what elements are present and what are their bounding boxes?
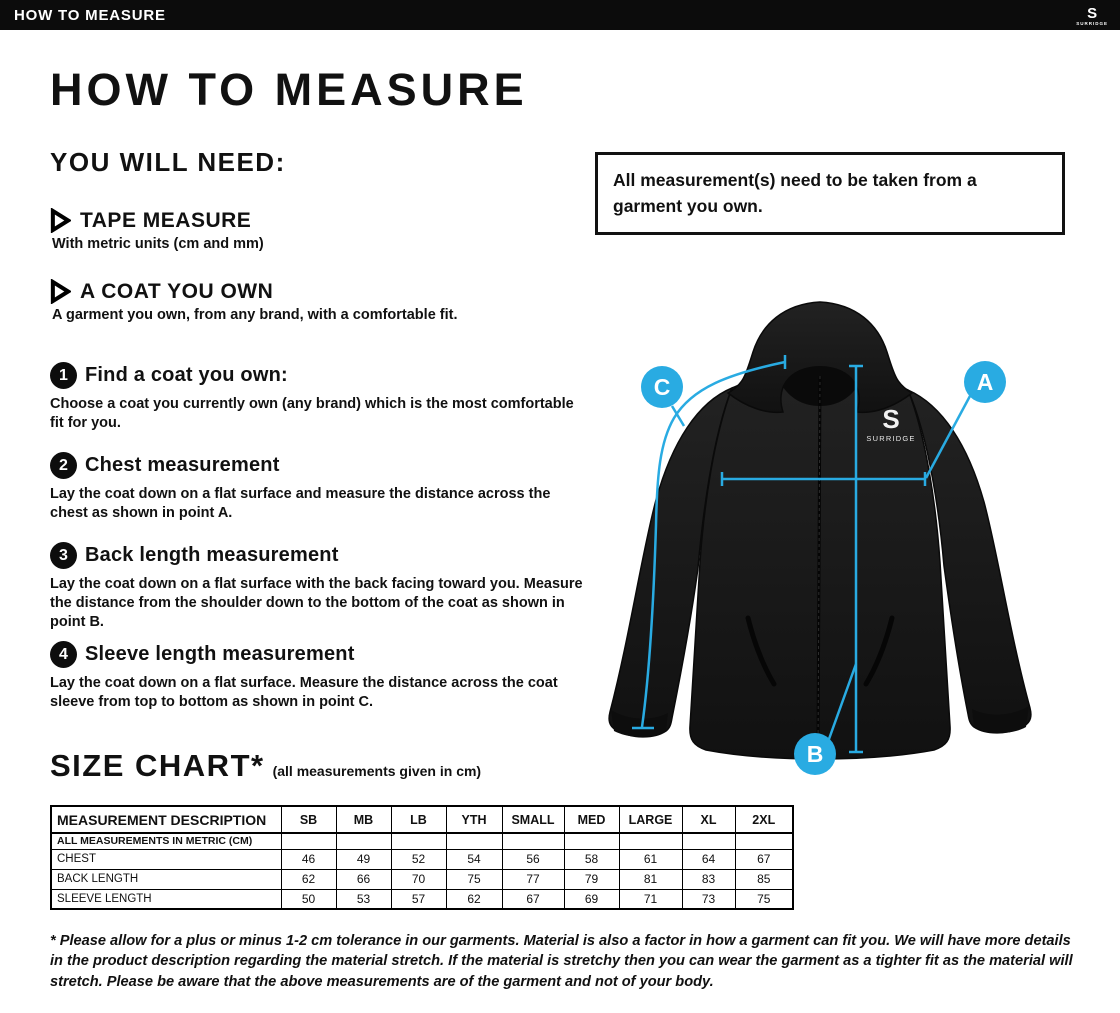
table-row	[51, 869, 793, 889]
cell-value: 64	[682, 849, 735, 869]
column-header: MEASUREMENT DESCRIPTION	[51, 806, 281, 833]
top-bar	[0, 0, 1120, 30]
marker-b-label: B	[806, 741, 824, 767]
table-row	[51, 889, 793, 909]
step-number-badge: 2	[50, 452, 77, 479]
cell-value: 77	[502, 869, 564, 889]
step-description: Lay the coat down on a flat surface and measure the distance across the chest as shown in point A.	[50, 486, 551, 521]
step-number-badge: 4	[50, 641, 77, 668]
need-item-title: TAPE MEASURE	[80, 208, 252, 232]
size-chart-table	[50, 805, 794, 910]
step-number-badge: 3	[50, 542, 77, 569]
step-4	[50, 641, 590, 712]
cell-value: 62	[281, 869, 336, 889]
triangle-bullet-icon	[50, 279, 71, 304]
surridge-logo	[1076, 4, 1108, 27]
table-row	[51, 849, 793, 869]
triangle-bullet-icon	[50, 208, 71, 233]
cell-value: 49	[336, 849, 391, 869]
cell-value: 75	[735, 889, 793, 909]
jacket-measurement-diagram	[580, 290, 1120, 780]
cell-value: 71	[619, 889, 682, 909]
step-description: Lay the coat down on a flat surface. Measure the distance across the coat sleeve from top to bottom as shown in point C.	[50, 675, 558, 710]
cell-value: 46	[281, 849, 336, 869]
cell-value: 75	[446, 869, 502, 889]
cell-value: 81	[619, 869, 682, 889]
step-3	[50, 542, 590, 632]
column-header: LB	[391, 806, 446, 833]
column-header: SB	[281, 806, 336, 833]
column-header: LARGE	[619, 806, 682, 833]
page-title: HOW TO MEASURE	[50, 64, 528, 115]
cell-value: 83	[682, 869, 735, 889]
cell-value: 61	[619, 849, 682, 869]
column-header: 2XL	[735, 806, 793, 833]
row-label: BACK LENGTH	[51, 869, 281, 889]
step-title: Chest measurement	[85, 454, 280, 476]
need-item-tape-measure	[50, 208, 264, 252]
metric-note: ALL MEASUREMENTS IN METRIC (CM)	[51, 833, 281, 849]
row-label: CHEST	[51, 849, 281, 869]
size-chart-subtitle: (all measurements given in cm)	[272, 763, 482, 779]
step-title: Sleeve length measurement	[85, 643, 355, 665]
cell-value: 67	[502, 889, 564, 909]
column-header: YTH	[446, 806, 502, 833]
cell-value: 56	[502, 849, 564, 869]
cell-value: 66	[336, 869, 391, 889]
size-chart-title: SIZE CHART*	[50, 748, 265, 783]
need-item-desc: A garment you own, from any brand, with a comfortable fit.	[52, 307, 458, 323]
cell-value: 52	[391, 849, 446, 869]
cell-value: 50	[281, 889, 336, 909]
column-header: XL	[682, 806, 735, 833]
step-description: Choose a coat you currently own (any brand) which is the most comfortable fit for you.	[50, 396, 574, 431]
cell-value: 54	[446, 849, 502, 869]
top-bar-title: HOW TO MEASURE	[14, 6, 166, 24]
cell-value: 69	[564, 889, 619, 909]
cell-value: 62	[446, 889, 502, 909]
marker-c-label: C	[653, 374, 671, 400]
cell-value: 79	[564, 869, 619, 889]
cell-value: 57	[391, 889, 446, 909]
need-item-coat	[50, 279, 458, 323]
need-item-desc: With metric units (cm and mm)	[52, 236, 264, 252]
measurement-note-text: All measurement(s) need to be taken from a garment you own.	[613, 170, 977, 217]
surridge-logo-glyph: S	[1087, 4, 1098, 22]
need-item-title: A COAT YOU OWN	[80, 279, 274, 303]
table-header-row	[51, 806, 793, 833]
surridge-logo-text: SURRIDGE	[1076, 20, 1108, 26]
column-header: MED	[564, 806, 619, 833]
garment-logo-text: SURRIDGE	[866, 434, 916, 443]
cell-value: 53	[336, 889, 391, 909]
you-will-need-heading: YOU WILL NEED:	[50, 147, 286, 177]
size-chart-heading	[50, 748, 481, 784]
cell-value: 58	[564, 849, 619, 869]
step-2	[50, 452, 590, 523]
step-description: Lay the coat down on a flat surface with the back facing toward you. Measure the distance from the shoulder down to the bottom of the coat as shown in point B.	[50, 576, 583, 630]
step-1	[50, 362, 590, 433]
cell-value: 67	[735, 849, 793, 869]
garment-logo-glyph: S	[882, 404, 900, 434]
tolerance-footnote: * Please allow for a plus or minus 1-2 cm tolerance in our garments. Material is also a factor in how a garment can fit you. We will have more details in the product description regarding the material stretch. If the material is stretchy then you can wear the garment as a tighter fit as the material will stretch. Please be aware that the above measurements are of the garment and not of your body.	[50, 933, 1073, 990]
measurement-note-box	[595, 152, 1065, 235]
step-title: Find a coat you own:	[85, 364, 288, 386]
step-number-badge: 1	[50, 362, 77, 389]
row-label: SLEEVE LENGTH	[51, 889, 281, 909]
marker-a-label: A	[976, 369, 994, 395]
column-header: MB	[336, 806, 391, 833]
step-title: Back length measurement	[85, 544, 339, 566]
table-metric-row	[51, 833, 793, 849]
cell-value: 85	[735, 869, 793, 889]
column-header: SMALL	[502, 806, 564, 833]
cell-value: 70	[391, 869, 446, 889]
cell-value: 73	[682, 889, 735, 909]
